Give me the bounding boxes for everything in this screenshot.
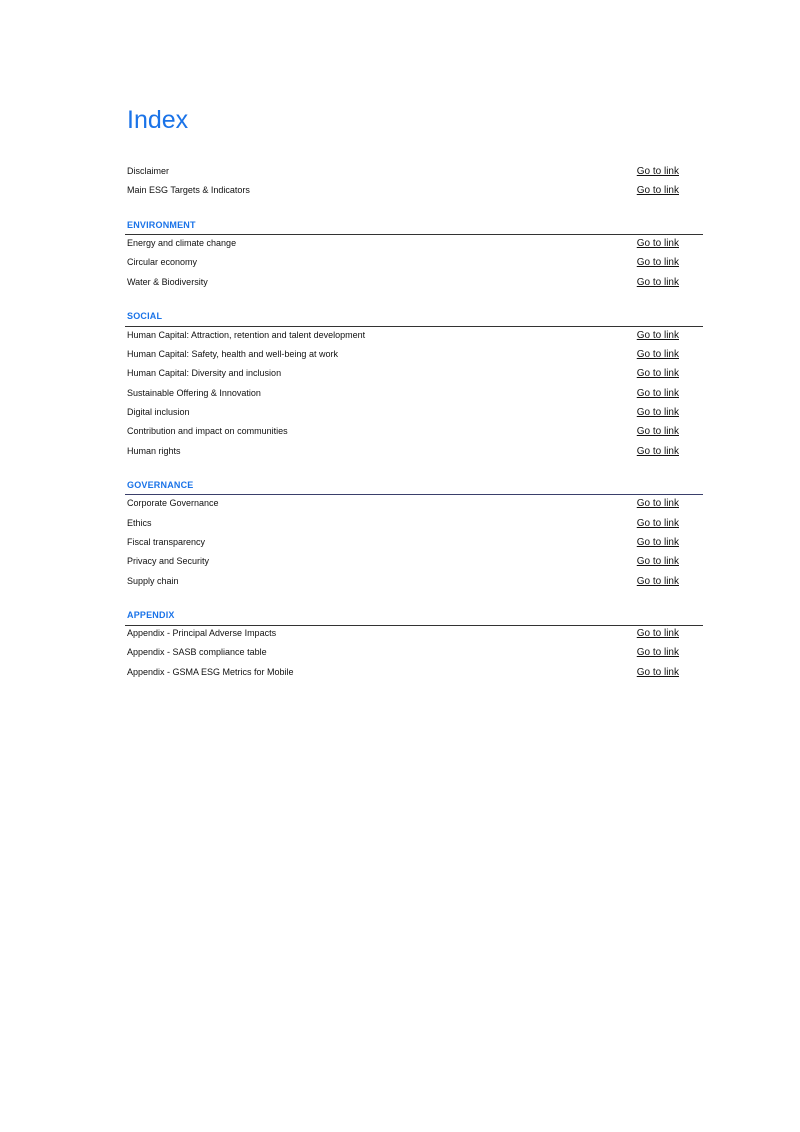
go-to-link[interactable]: Go to link <box>636 628 679 639</box>
index-row-sustainable-offering <box>127 384 679 403</box>
go-to-link[interactable]: Go to link <box>636 349 679 360</box>
index-row-label: Corporate Governance <box>127 498 219 508</box>
index-row-water-biodiversity <box>127 273 679 292</box>
index-row-label: Human Capital: Diversity and inclusion <box>127 368 282 378</box>
index-row-label: Human Capital: Attraction, retention and talent development <box>127 330 366 340</box>
index-row-appendix-sasb <box>127 643 679 662</box>
section-heading-appendix: APPENDIX <box>127 610 175 620</box>
go-to-link[interactable]: Go to link <box>636 556 679 567</box>
index-row-label: Contribution and impact on communities <box>127 426 288 436</box>
index-row-digital-inclusion <box>127 403 679 422</box>
index-row-main-esg-targets <box>127 181 679 200</box>
go-to-link[interactable]: Go to link <box>636 647 679 658</box>
index-row-label: Supply chain <box>127 576 179 586</box>
go-to-link[interactable]: Go to link <box>636 426 679 437</box>
index-row-privacy-security <box>127 552 679 571</box>
index-row-label: Energy and climate change <box>127 238 237 248</box>
index-row-label: Disclaimer <box>127 166 170 176</box>
index-row-human-rights <box>127 442 679 461</box>
index-row-label: Appendix - SASB compliance table <box>127 647 267 657</box>
index-row-label: Ethics <box>127 518 152 528</box>
go-to-link[interactable]: Go to link <box>636 537 679 548</box>
index-row-energy-climate <box>127 234 679 253</box>
index-row-appendix-gsma <box>127 663 679 682</box>
index-row-label: Privacy and Security <box>127 556 210 566</box>
index-row-label: Appendix - Principal Adverse Impacts <box>127 628 277 638</box>
index-row-communities <box>127 422 679 441</box>
index-row-human-capital-safety <box>127 345 679 364</box>
go-to-link[interactable]: Go to link <box>636 446 679 457</box>
index-row-label: Human rights <box>127 446 181 456</box>
go-to-link[interactable]: Go to link <box>636 518 679 529</box>
index-row-label: Fiscal transparency <box>127 537 206 547</box>
go-to-link[interactable]: Go to link <box>636 368 679 379</box>
go-to-link[interactable]: Go to link <box>636 576 679 587</box>
index-row-supply-chain <box>127 572 679 591</box>
section-heading-environment: ENVIRONMENT <box>127 220 196 230</box>
go-to-link[interactable]: Go to link <box>636 238 679 249</box>
go-to-link[interactable]: Go to link <box>636 166 679 177</box>
go-to-link[interactable]: Go to link <box>636 667 679 678</box>
index-row-human-capital-diversity <box>127 364 679 383</box>
index-row-disclaimer <box>127 162 679 181</box>
index-row-appendix-pai <box>127 624 679 643</box>
go-to-link[interactable]: Go to link <box>636 330 679 341</box>
index-row-corporate-governance <box>127 494 679 513</box>
index-row-label: Main ESG Targets & Indicators <box>127 185 250 195</box>
index-row-human-capital-attraction <box>127 326 679 345</box>
index-row-label: Sustainable Offering & Innovation <box>127 388 261 398</box>
index-row-fiscal-transparency <box>127 533 679 552</box>
index-row-label: Appendix - GSMA ESG Metrics for Mobile <box>127 667 294 677</box>
go-to-link[interactable]: Go to link <box>636 498 679 509</box>
index-row-label: Digital inclusion <box>127 407 190 417</box>
go-to-link[interactable]: Go to link <box>636 257 679 268</box>
index-row-label: Water & Biodiversity <box>127 277 208 287</box>
index-row-circular-economy <box>127 253 679 272</box>
index-row-ethics <box>127 514 679 533</box>
go-to-link[interactable]: Go to link <box>636 277 679 288</box>
section-heading-governance: GOVERNANCE <box>127 480 194 490</box>
page-title: Index <box>127 106 189 134</box>
go-to-link[interactable]: Go to link <box>636 407 679 418</box>
go-to-link[interactable]: Go to link <box>636 388 679 399</box>
index-row-label: Human Capital: Safety, health and well-being at work <box>127 349 338 359</box>
section-heading-social: SOCIAL <box>127 311 163 321</box>
index-row-label: Circular economy <box>127 257 198 267</box>
go-to-link[interactable]: Go to link <box>636 185 679 196</box>
